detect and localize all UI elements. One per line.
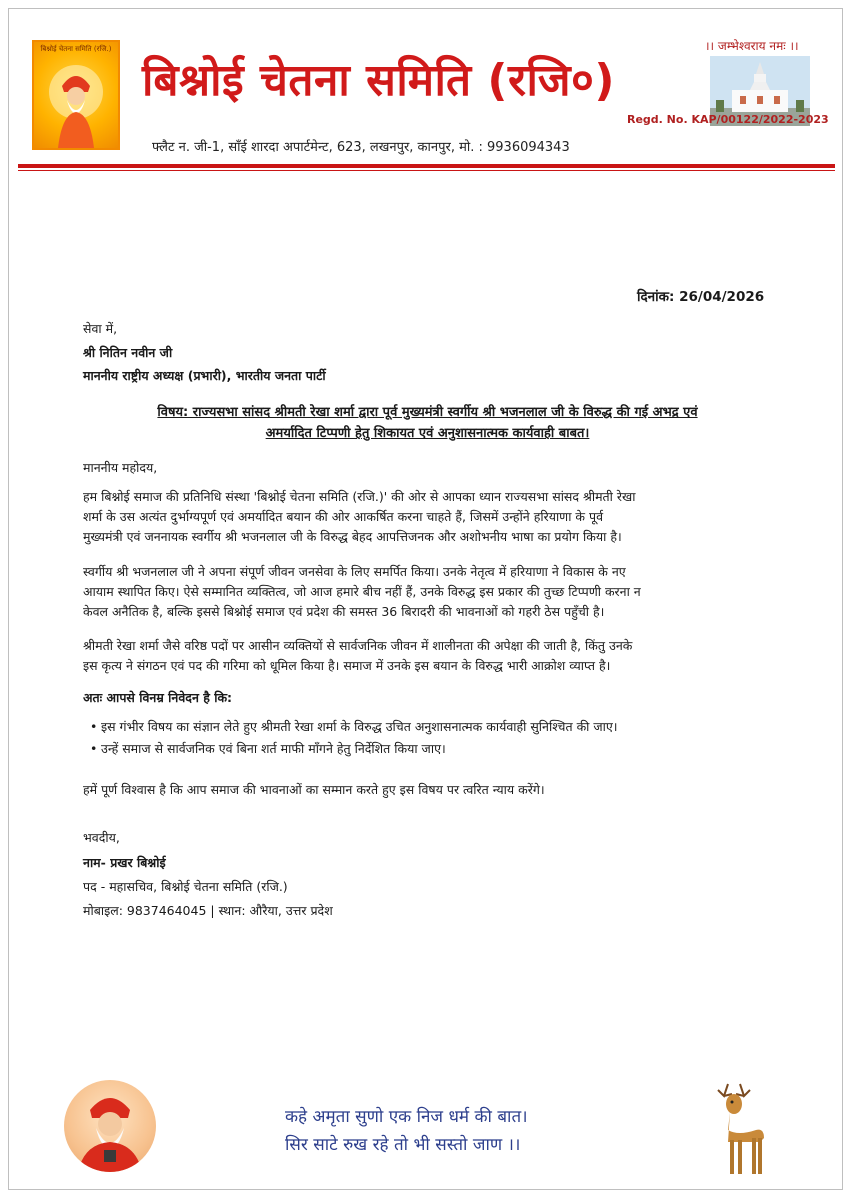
valediction: भवदीय, <box>83 830 120 845</box>
registration-number: Regd. No. KAP/00122/2022-2023 <box>627 113 829 126</box>
closing-paragraph: हमें पूर्ण विश्वास है कि आप समाज की भावनाओं का सम्मान करते हुए इस विषय पर त्वरित न्याय करेंगे। <box>83 782 545 797</box>
paragraph-2 <box>83 562 783 622</box>
logo-caption: बिश्नोई चेतना समिति (रजि.) <box>40 45 112 53</box>
saint-logo-icon <box>32 40 120 150</box>
request-text: उन्हें समाज से सार्वजनिक एवं बिना शर्त माफी माँगने हेतु निर्देशित किया जाए। <box>101 741 446 756</box>
paragraph-1 <box>83 487 783 547</box>
saint-portrait <box>64 1080 156 1172</box>
paragraph-line: केवल अनैतिक है, बल्कि इससे बिश्नोई समाज एवं प्रदेश की समस्त 36 बिरादरी की भावनाओं को गहरी ठेस पहुँची है। <box>83 604 605 619</box>
bullet-icon: • <box>90 719 98 734</box>
bullet-icon: • <box>90 741 98 756</box>
request-heading: अतः आपसे विनम्र निवेदन है कि: <box>83 690 233 705</box>
organization-title: बिश्नोई चेतना समिति (रजि०) <box>142 55 615 106</box>
signatory-post: पद - महासचिव, बिश्नोई चेतना समिति (रजि.) <box>83 879 288 894</box>
paragraph-line: हम बिश्नोई समाज की प्रतिनिधि संस्था 'बिश्नोई चेतना समिति (रजि.)' की ओर से आपका ध्यान राज्यसभा सांसद श्रीमती रेखा <box>83 489 636 504</box>
mantra-text: ।। जम्भेश्वराय नमः ।। <box>705 39 799 53</box>
request-list <box>90 716 618 760</box>
organization-logo <box>32 40 120 150</box>
header-divider-thin <box>18 170 835 171</box>
letter-subject <box>70 402 785 444</box>
saint-portrait-icon <box>64 1080 156 1172</box>
footer-quote-line-1: कहे अमृता सुणो एक निज धर्म की बात। <box>285 1107 528 1127</box>
paragraph-line: इस कृत्य ने संगठन एवं पद की गरिमा को धूमिल किया है। समाज में उनके इस बयान के विरुद्ध भारी आक्रोश व्याप्त है। <box>83 658 611 673</box>
paragraph-line: शर्मा के उस अत्यंत दुर्भाग्यपूर्ण एवं अमर्यादित बयान की ओर आकर्षित करना चाहते हैं, जिसमें उन्होंने हरियाणा के पूर्व <box>83 509 604 524</box>
paragraph-line: श्रीमती रेखा शर्मा जैसे वरिष्ठ पदों पर आसीन व्यक्तियों से सार्वजनिक जीवन में शालीनता की अपेक्षा की जाती है, किंतु उनके <box>83 638 633 653</box>
signatory-name: नाम- प्रखर बिश्नोई <box>83 855 166 870</box>
salutation-to: सेवा में, <box>83 321 118 336</box>
greeting: माननीय महोदय, <box>83 460 158 475</box>
list-item <box>90 738 618 760</box>
subject-line: अमर्यादित टिप्पणी हेतु शिकायत एवं अनुशासनात्मक कार्यवाही बाबत। <box>265 426 590 441</box>
header-divider <box>18 164 835 168</box>
paragraph-line: आयाम स्थापित किए। ऐसे सम्मानित व्यक्तित्व, जो आज हमारे बीच नहीं हैं, उनके विरुद्ध इस प्रकार की तुच्छ टिप्पणी करना न <box>83 584 641 599</box>
paragraph-3 <box>83 636 783 676</box>
request-text: इस गंभीर विषय का संज्ञान लेते हुए श्रीमती रेखा शर्मा के विरुद्ध उचित अनुशासनात्मक कार्यवाही सुनिश्चित की जाए। <box>101 719 618 734</box>
paragraph-line: स्वर्गीय श्री भजनलाल जी ने अपना संपूर्ण जीवन जनसेवा के लिए समर्पित किया। उनके नेतृत्व में हरियाणा ने विकास के नए <box>83 564 626 579</box>
list-item <box>90 716 618 738</box>
footer-quote-line-2: सिर साटे रुख रहे तो भी सस्तो जाण ।। <box>285 1135 521 1155</box>
recipient-name: श्री नितिन नवीन जी <box>83 345 173 360</box>
subject-line: विषय: राज्यसभा सांसद श्रीमती रेखा शर्मा द्वारा पूर्व मुख्यमंत्री स्वर्गीय श्री भजनलाल जी के विरुद्ध की गई अभद्र एवं <box>157 405 698 420</box>
letter-date: दिनांक: 26/04/2026 <box>637 289 765 305</box>
paragraph-line: मुख्यमंत्री एवं जननायक स्वर्गीय श्री भजनलाल जी के विरुद्ध बेहद आपत्तिजनक और अशोभनीय भाषा का प्रयोग किया है। <box>83 529 622 544</box>
deer-icon <box>698 1080 778 1180</box>
organization-address: फ्लैट न. जी-1, साँई शारदा अपार्टमेन्ट, 623, लखनपुर, कानपुर, मो. : 9936094343 <box>152 140 570 155</box>
recipient-title: माननीय राष्ट्रीय अध्यक्ष (प्रभारी), भारतीय जनता पार्टी <box>83 368 326 383</box>
signatory-contact: मोबाइल: 9837464045 | स्थान: औरैया, उत्तर प्रदेश <box>83 903 333 918</box>
